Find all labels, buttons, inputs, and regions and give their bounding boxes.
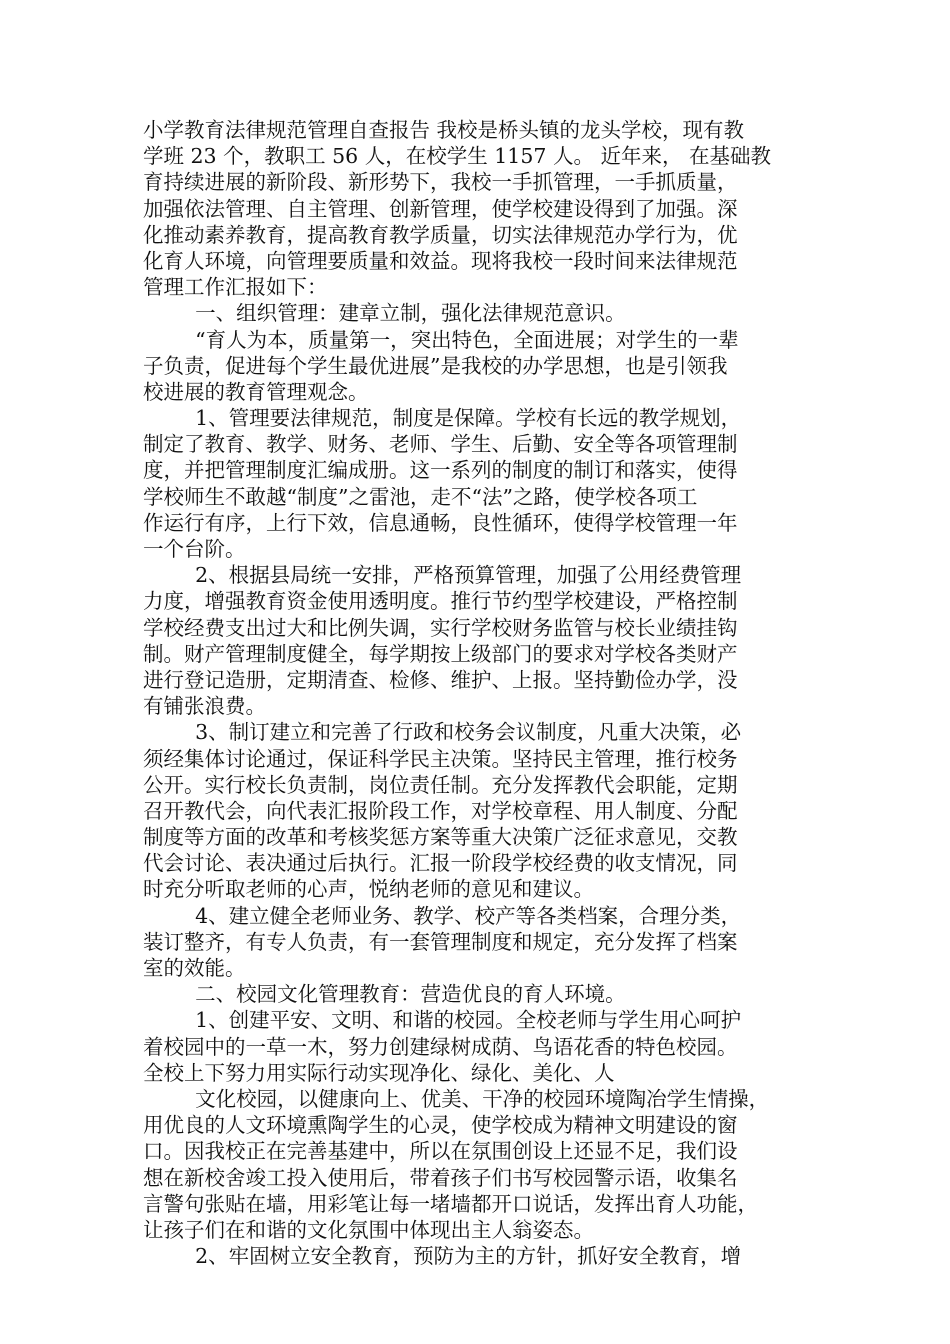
text-line: 4、建立健全老师业务、教学、校产等各类档案，合理分类， xyxy=(143,903,742,928)
text-line: 校进展的教育管理观念。 xyxy=(143,379,369,404)
text-line: 着校园中的一草一木，努力创建绿树成荫、鸟语花香的特色校园。 xyxy=(143,1034,738,1059)
text-line: 2、牢固树立安全教育，预防为主的方针，抓好安全教育，增 xyxy=(143,1244,742,1269)
text-line: 进行登记造册，定期清查、检修、维护、上报。坚持勤俭办学，没 xyxy=(143,667,738,692)
text-line: 管理工作汇报如下： xyxy=(143,275,328,300)
text-line: 装订整齐，有专人负责，有一套管理制度和规定，充分发挥了档案 xyxy=(143,929,738,954)
text-line: 育持续进展的新阶段、新形势下，我校一手抓管理，一手抓质量， xyxy=(143,170,738,195)
text-line: 言警句张贴在墙，用彩笔让每一堵墙都开口说话，发挥出育人功能， xyxy=(143,1191,758,1216)
text-line: 力度，增强教育资金使用透明度。推行节约型学校建设，严格控制 xyxy=(143,589,738,614)
text-line: 学班 23 个，教职工 56 人，在校学生 1157 人。 近年来， 在基础教 xyxy=(143,144,771,169)
text-line: 1、创建平安、文明、和谐的校园。全校老师与学生用心呵护 xyxy=(143,1008,742,1033)
text-line: 3、制订建立和完善了行政和校务会议制度，凡重大决策，必 xyxy=(143,720,742,745)
text-line: 子负责，促进每个学生最优进展”是我校的办学思想，也是引领我 xyxy=(143,353,728,378)
text-line: 化推动素养教育，提高教育教学质量，切实法律规范办学行为，优 xyxy=(143,222,738,247)
text-line: 小学教育法律规范管理自查报告 我校是桥头镇的龙头学校，现有教 xyxy=(143,118,745,142)
text-line: 学校经费支出过大和比例失调，实行学校财务监管与校长业绩挂钩 xyxy=(143,615,738,640)
text-line: 代会讨论、表决通过后执行。汇报一阶段学校经费的收支情况，同 xyxy=(143,851,738,876)
section-heading: 一、组织管理：建章立制，强化法律规范意识。 xyxy=(143,301,626,326)
text-line: 制。财产管理制度健全，每学期按上级部门的要求对学校各类财产 xyxy=(143,641,738,666)
text-line: 时充分听取老师的心声，悦纳老师的意见和建议。 xyxy=(143,877,594,902)
text-line: 一个台阶。 xyxy=(143,537,246,561)
text-line: 须经集体讨论通过，保证科学民主决策。坚持民主管理，推行校务 xyxy=(143,746,738,771)
text-line: 1、管理要法律规范，制度是保障。学校有长远的教学规划， xyxy=(143,406,742,431)
text-line: “育人为本，质量第一，突出特色，全面进展；对学生的一辈 xyxy=(143,327,739,352)
text-line: 公开。实行校长负责制，岗位责任制。充分发挥教代会职能，定期 xyxy=(143,772,738,797)
text-line: 制度等方面的改革和考核奖惩方案等重大决策广泛征求意见，交教 xyxy=(143,825,738,850)
text-line: 加强依法管理、自主管理、创新管理，使学校建设得到了加强。深 xyxy=(143,196,738,221)
text-line: 化育人环境，向管理要质量和效益。现将我校一段时间来法律规范 xyxy=(143,248,738,273)
text-line: 有铺张浪费。 xyxy=(143,694,266,719)
text-line: 用优良的人文环境熏陶学生的心灵，使学校成为精神文明建设的窗 xyxy=(143,1113,738,1138)
text-line: 口。因我校正在完善基建中，所以在氛围创设上还显不足，我们设 xyxy=(143,1139,738,1164)
text-line: 文化校园，以健康向上、优美、干净的校园环境陶冶学生情操， xyxy=(143,1086,770,1111)
text-line: 想在新校舍竣工投入使用后，带着孩子们书写校园警示语，收集名 xyxy=(143,1165,738,1190)
text-line: 2、根据县局统一安排，严格预算管理，加强了公用经费管理 xyxy=(143,563,742,588)
section-heading: 二、校园文化管理教育：营造优良的育人环境。 xyxy=(143,982,626,1007)
text-line: 让孩子们在和谐的文化氛围中体现出主人翁姿态。 xyxy=(143,1217,594,1242)
text-line: 度，并把管理制度汇编成册。这一系列的制度的制订和落实，使得 xyxy=(143,458,738,483)
document-body xyxy=(143,117,807,1269)
text-line: 室的效能。 xyxy=(143,956,246,980)
text-line: 学校师生不敢越“制度”之雷池，走不“法”之路，使学校各项工 xyxy=(143,484,698,509)
text-line: 召开教代会，向代表汇报阶段工作，对学校章程、用人制度、分配 xyxy=(143,798,738,823)
text-line: 作运行有序，上行下效，信息通畅，良性循环，使得学校管理一年 xyxy=(143,510,738,535)
text-line: 全校上下努力用实际行动实现净化、绿化、美化、人 xyxy=(143,1060,615,1085)
text-line: 制定了教育、教学、财务、老师、学生、后勤、安全等各项管理制 xyxy=(143,432,738,457)
